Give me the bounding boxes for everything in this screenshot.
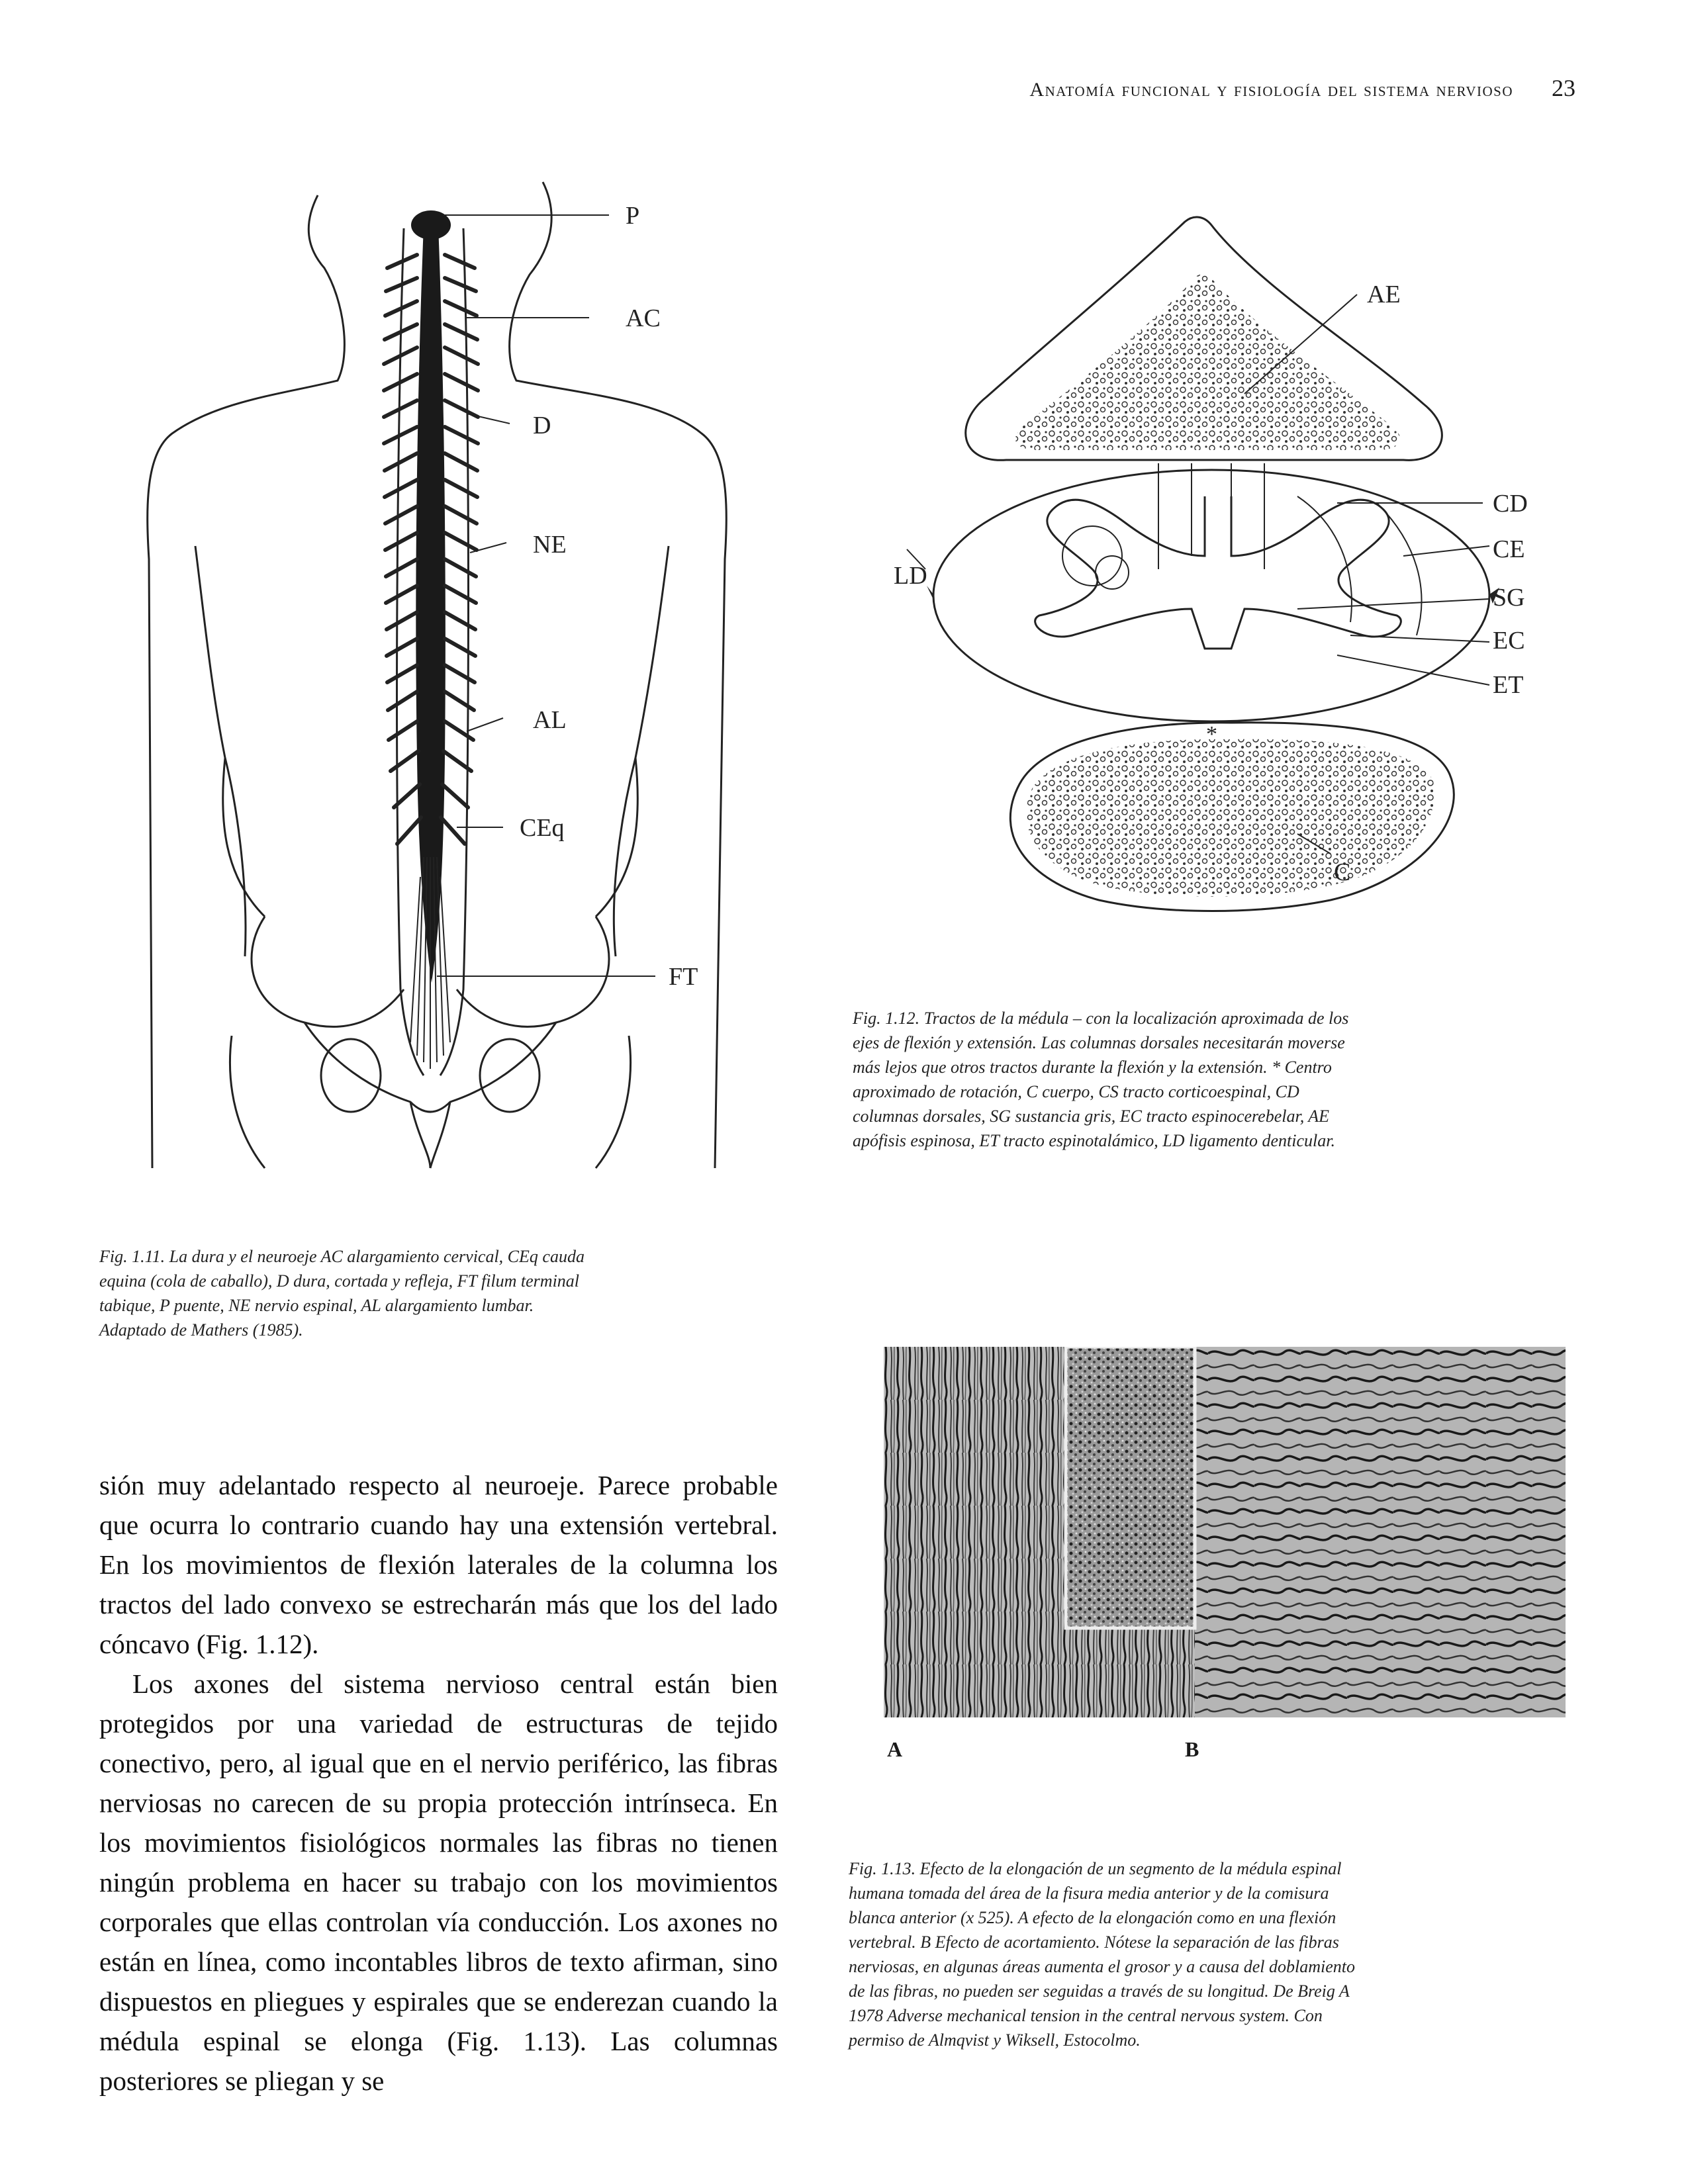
figure-1-12-label-ae: AE (1367, 281, 1401, 308)
page-number: 23 (1552, 75, 1575, 101)
figure-1-11-label-ceq: CEq (520, 814, 565, 842)
figure-1-11-label-d: D (533, 412, 551, 439)
figure-1-11-spine-illustration (132, 162, 794, 1175)
body-paragraph-2: Los axones del sistema nervioso central están bien protegidos por una variedad de estructuras de tejido conectivo, pero, al igual que en el nervio periférico, las fibras nerviosas no carecen de su propia protección intrínseca. En los movimientos fisiológicos normales las fibras no tienen ningún problema en hacer su trabajo con los movimientos corporales que ellas controlan vía conducción. Los axones no están en línea, como incontables libros de texto afirman, sino dispuestos en pliegues y espirales que se enderezan cuando la médula espinal se elonga (Fig. 1.13). Las columnas posteriores se pliegan y se (99, 1668, 778, 2096)
figure-1-12-rotation-center: * (1206, 722, 1217, 747)
running-header-title: Anatomía funcional y fisiología del sistema nervioso (1029, 79, 1513, 101)
figure-1-12-label-ce: CE (1493, 535, 1525, 563)
figure-1-12-label-cd: CD (1493, 490, 1528, 518)
figure-1-12-caption: Fig. 1.12. Tractos de la médula – con la localización aproximada de los ejes de flexión y extensión. Las columnas dorsales necesitarán moverse más lejos que otros tractos durante la flexión y la extensión. * Centro aproximado de rotación, C cuerpo, CS tracto corticoespinal, CD columnas dorsales, SG sustancia gris, EC tracto espinocerebelar, AE apófisis espinosa, ET tracto espinotalámico, LD ligamento denticular. (853, 1009, 1349, 1150)
running-header (814, 74, 1575, 114)
body-paragraph-1: sión muy adelantado respecto al neuroeje. Parece probable que ocurra lo contrario cuando hay una extensión vertebral. En los movimientos de flexión laterales de la columna los tractos del lado convexo se estrecharán más que los del lado cóncavo (Fig. 1.12). (99, 1470, 778, 1659)
figure-1-12-label-ec: EC (1493, 627, 1525, 655)
figure-1-12-label-sg: SG (1493, 584, 1525, 612)
figure-1-11-label-p: P (626, 202, 640, 230)
figure-1-13-caption: Fig. 1.13. Efecto de la elongación de un segmento de la médula espinal humana tomada del área de la fisura media anterior y de la comisura blanca anterior (x 525). A efecto de la elongación como en una flexión vertebral. B Efecto de acortamiento. Nótese la separación de las fibras nerviosas, en algunas áreas aumenta el grosor y a causa del doblamiento de las fibras, no pueden ser seguidas a través de su longitud. De Breig A 1978 Adverse mechanical tension in the central nervous system. Con permiso de Almqvist y Wiksell, Estocolmo. (849, 1859, 1355, 2050)
figure-1-12-label-ld: LD (894, 562, 927, 590)
figure-1-13-label-a: A (887, 1737, 903, 1761)
figure-1-13-label-b: B (1185, 1737, 1199, 1761)
body-text (99, 1465, 778, 2101)
figure-1-11-label-al: AL (533, 706, 567, 734)
figure-1-12-cord-section (874, 212, 1549, 927)
figure-1-11-label-ac: AC (626, 304, 661, 332)
figure-1-12-label-c: C (1334, 858, 1351, 886)
figure-1-13-micrographs (884, 1347, 1566, 1717)
figure-1-11-label-ft: FT (669, 963, 698, 991)
figure-1-12-label-et: ET (1493, 671, 1524, 699)
figure-1-11-caption: Fig. 1.11. La dura y el neuroeje AC alargamiento cervical, CEq cauda equina (cola de caballo), D dura, cortada y refleja, FT filum terminal tabique, P puente, NE nervio espinal, AL alargamiento lumbar. Adaptado de Mathers (1985). (99, 1247, 585, 1340)
figure-1-11-label-ne: NE (533, 531, 567, 559)
